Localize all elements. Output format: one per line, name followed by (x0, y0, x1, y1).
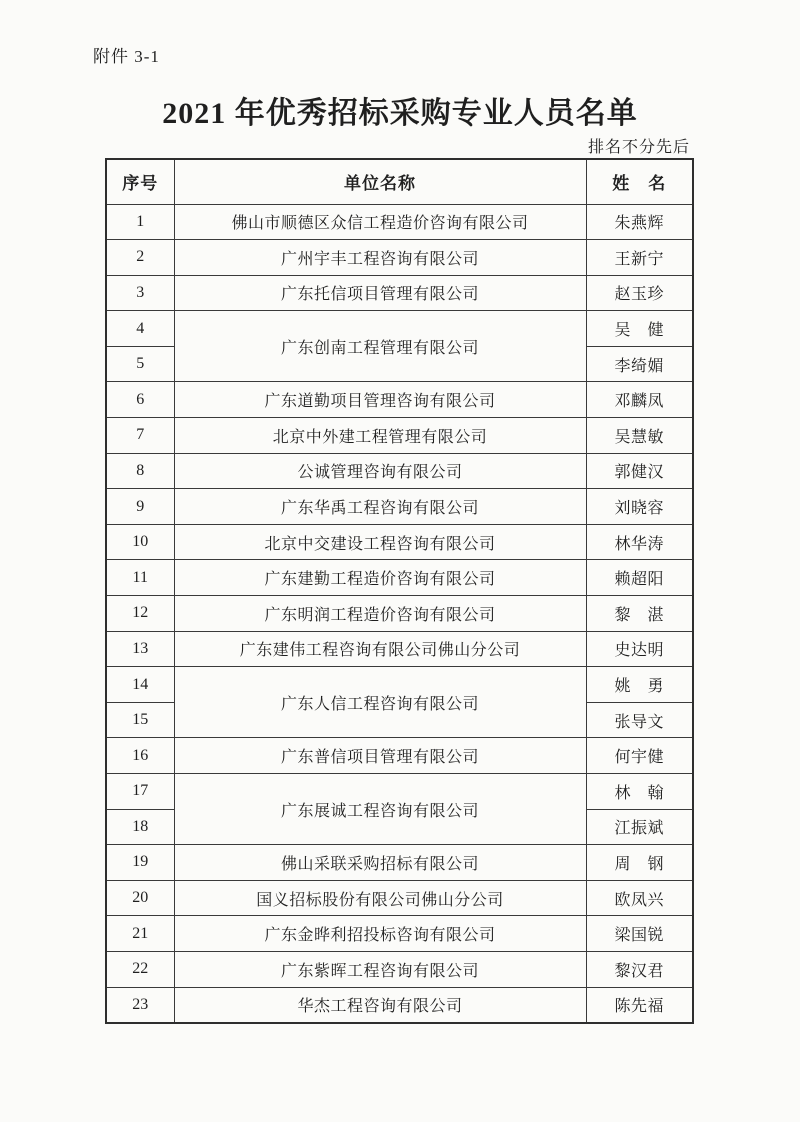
company-cell: 佛山市顺德区众信工程造价咨询有限公司 (174, 204, 586, 240)
table-row (106, 382, 693, 418)
ranking-note: 排名不分先后 (587, 139, 690, 156)
company-cell: 广东华禹工程咨询有限公司 (174, 489, 586, 525)
table-row (106, 240, 693, 276)
table-row (106, 560, 693, 596)
row-index-cell: 14 (106, 667, 174, 703)
row-index-cell: 1 (106, 204, 174, 240)
company-cell: 华杰工程咨询有限公司 (174, 987, 586, 1023)
name-cell: 欧凤兴 (586, 880, 693, 916)
row-index-cell: 6 (106, 382, 174, 418)
row-index-cell: 5 (106, 346, 174, 382)
personnel-table (105, 158, 694, 1024)
company-cell: 公诚管理咨询有限公司 (174, 453, 586, 489)
name-cell: 何宇健 (586, 738, 693, 774)
company-cell: 广东展诚工程咨询有限公司 (174, 774, 586, 845)
company-cell: 广东托信项目管理有限公司 (174, 275, 586, 311)
table-row (106, 204, 693, 240)
table-row (106, 738, 693, 774)
company-cell: 广东建勤工程造价咨询有限公司 (174, 560, 586, 596)
row-index-cell: 16 (106, 738, 174, 774)
row-index-cell: 3 (106, 275, 174, 311)
company-cell: 广东人信工程咨询有限公司 (174, 667, 586, 738)
header-name: 姓 名 (586, 159, 693, 204)
company-cell: 广东普信项目管理有限公司 (174, 738, 586, 774)
header-index: 序号 (106, 159, 174, 204)
row-index-cell: 2 (106, 240, 174, 276)
name-cell: 张导文 (586, 702, 693, 738)
name-cell: 邓麟凤 (586, 382, 693, 418)
document-title: 2021 年优秀招标采购专业人员名单 (162, 97, 638, 130)
row-index-cell: 22 (106, 951, 174, 987)
row-index-cell: 17 (106, 774, 174, 810)
table-body (106, 204, 693, 1023)
name-cell: 吴慧敏 (586, 418, 693, 454)
header-company: 单位名称 (174, 159, 586, 204)
company-cell: 国义招标股份有限公司佛山分公司 (174, 880, 586, 916)
name-cell: 林华涛 (586, 524, 693, 560)
name-cell: 林 翰 (586, 774, 693, 810)
row-index-cell: 21 (106, 916, 174, 952)
row-index-cell: 13 (106, 631, 174, 667)
name-cell: 赖超阳 (586, 560, 693, 596)
table-row (106, 311, 693, 347)
table-row (106, 667, 693, 703)
row-index-cell: 15 (106, 702, 174, 738)
name-cell: 梁国锐 (586, 916, 693, 952)
row-index-cell: 7 (106, 418, 174, 454)
table-header-row (106, 159, 693, 204)
row-index-cell: 23 (106, 987, 174, 1023)
table-row (106, 453, 693, 489)
company-cell: 广东创南工程管理有限公司 (174, 311, 586, 382)
table-row (106, 880, 693, 916)
row-index-cell: 19 (106, 845, 174, 881)
company-cell: 广东道勤项目管理咨询有限公司 (174, 382, 586, 418)
name-cell: 刘晓容 (586, 489, 693, 525)
row-index-cell: 4 (106, 311, 174, 347)
name-cell: 周 钢 (586, 845, 693, 881)
name-cell: 黎 湛 (586, 596, 693, 632)
table-row (106, 916, 693, 952)
company-cell: 广东建伟工程咨询有限公司佛山分公司 (174, 631, 586, 667)
name-cell: 黎汉君 (586, 951, 693, 987)
table-row (106, 987, 693, 1023)
company-cell: 佛山采联采购招标有限公司 (174, 845, 586, 881)
table-row (106, 275, 693, 311)
company-cell: 北京中外建工程管理有限公司 (174, 418, 586, 454)
row-index-cell: 9 (106, 489, 174, 525)
name-cell: 江振斌 (586, 809, 693, 845)
table-row (106, 524, 693, 560)
name-cell: 郭健汉 (586, 453, 693, 489)
table-row (106, 631, 693, 667)
name-cell: 陈先福 (586, 987, 693, 1023)
name-cell: 吴 健 (586, 311, 693, 347)
table-row (106, 596, 693, 632)
company-cell: 北京中交建设工程咨询有限公司 (174, 524, 586, 560)
table-row (106, 951, 693, 987)
company-cell: 广东金晔利招投标咨询有限公司 (174, 916, 586, 952)
row-index-cell: 8 (106, 453, 174, 489)
table-row (106, 489, 693, 525)
row-index-cell: 18 (106, 809, 174, 845)
name-cell: 李绮媚 (586, 346, 693, 382)
table-row (106, 774, 693, 810)
name-cell: 王新宁 (586, 240, 693, 276)
row-index-cell: 20 (106, 880, 174, 916)
company-cell: 广州宇丰工程咨询有限公司 (174, 240, 586, 276)
name-cell: 朱燕辉 (586, 204, 693, 240)
table-row (106, 418, 693, 454)
row-index-cell: 12 (106, 596, 174, 632)
row-index-cell: 11 (106, 560, 174, 596)
row-index-cell: 10 (106, 524, 174, 560)
attachment-label: 附件 3-1 (93, 47, 160, 66)
name-cell: 史达明 (586, 631, 693, 667)
company-cell: 广东明润工程造价咨询有限公司 (174, 596, 586, 632)
table-row (106, 845, 693, 881)
name-cell: 赵玉珍 (586, 275, 693, 311)
company-cell: 广东紫晖工程咨询有限公司 (174, 951, 586, 987)
name-cell: 姚 勇 (586, 667, 693, 703)
